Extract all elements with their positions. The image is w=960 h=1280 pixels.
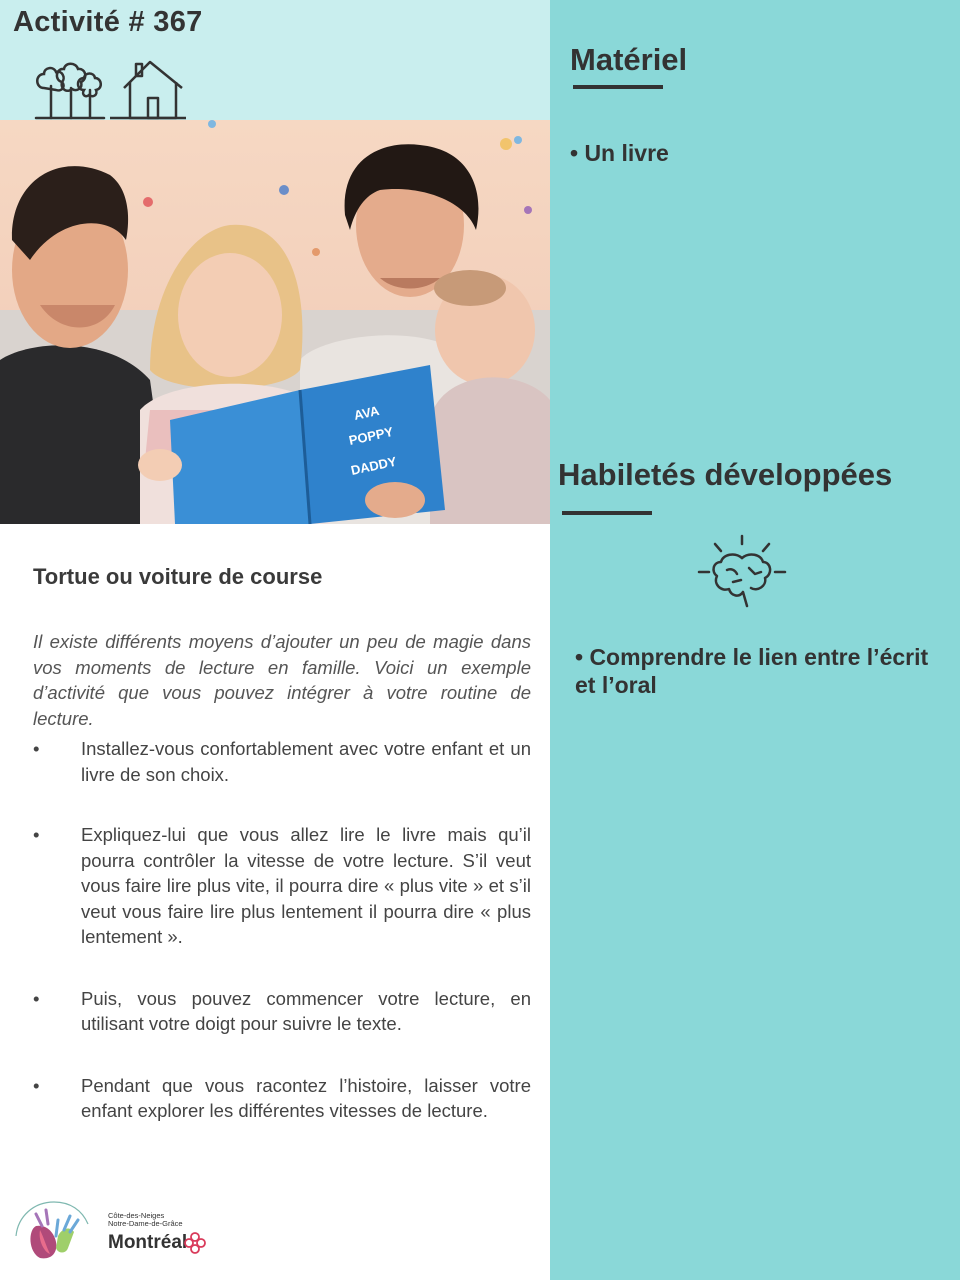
photo-illustration bbox=[0, 120, 550, 524]
steps-list bbox=[33, 736, 531, 1124]
list-item bbox=[33, 736, 531, 787]
hands-logo bbox=[10, 1196, 92, 1262]
bullet: • bbox=[33, 1074, 40, 1096]
montreal-logo bbox=[108, 1208, 218, 1258]
bullet: • bbox=[33, 738, 40, 759]
mtl-borough-line2: Notre-Dame-de-Grâce bbox=[108, 1219, 183, 1228]
right-panel bbox=[550, 0, 960, 1280]
activity-title: Tortue ou voiture de course bbox=[33, 564, 323, 589]
house-icon bbox=[110, 58, 186, 120]
materiel-item: • Un livre bbox=[570, 140, 669, 166]
hand bbox=[365, 482, 425, 518]
heading-underline bbox=[562, 511, 652, 515]
book-title-line2: POPPY bbox=[347, 423, 395, 448]
mtl-name: Montréal bbox=[108, 1232, 188, 1253]
header-band bbox=[0, 0, 550, 120]
step-text: Pendant que vous racontez l’histoire, laisser votre enfant explorer les différentes vitesses de lecture. bbox=[81, 1074, 531, 1121]
hand bbox=[138, 449, 182, 481]
list-item bbox=[33, 986, 531, 1037]
activity-intro: Il existe différents moyens d’ajouter un peu de magie dans vos moments de lecture en famille. Voici un exemple d’activité que vous pouvez intégrer à votre routine de lecture. bbox=[33, 631, 531, 729]
materiel-heading: Matériel bbox=[570, 42, 688, 77]
montreal-rose-icon bbox=[184, 1232, 206, 1254]
family-reading-photo bbox=[0, 120, 550, 524]
brain-icon bbox=[697, 534, 787, 612]
book-title-line3: DADDY bbox=[349, 453, 398, 478]
list-item bbox=[33, 1073, 531, 1124]
bullet: • bbox=[33, 987, 40, 1009]
mtl-borough-line1: Côte-des-Neiges bbox=[108, 1211, 165, 1220]
page-title: Activité # 367 bbox=[13, 6, 203, 38]
bullet: • bbox=[33, 824, 40, 845]
list-item bbox=[33, 822, 531, 950]
step-text: Expliquez-lui que vous allez lire le livre mais qu’il pourra contrôler la vitesse de votre lecture. S’il veut vous faire lire plus vite, il pourra dire « plus vite » et s’il veut vous faire lire plus lentement il pourra dire « plus lentement ». bbox=[81, 824, 531, 947]
trees-icon bbox=[34, 60, 106, 120]
heading-underline bbox=[573, 85, 663, 89]
habiletes-item: • Comprendre le lien entre l’écrit et l’oral bbox=[575, 644, 929, 698]
book-title-line1: AVA bbox=[352, 402, 381, 423]
step-text: Puis, vous pouvez commencer votre lecture, en utilisant votre doigt pour suivre le texte. bbox=[81, 987, 531, 1034]
habiletes-heading: Habiletés développées bbox=[558, 457, 893, 492]
step-text: Installez-vous confortablement avec votre enfant et un livre de son choix. bbox=[81, 738, 531, 785]
